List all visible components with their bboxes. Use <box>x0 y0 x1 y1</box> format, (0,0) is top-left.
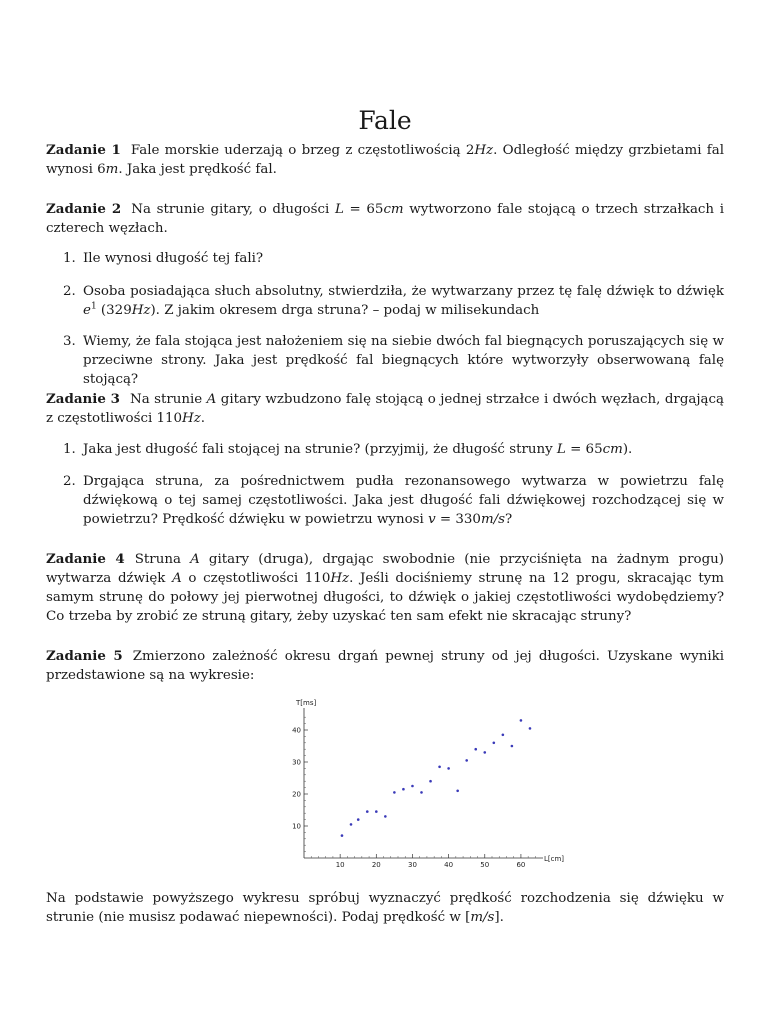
data-point <box>350 823 353 826</box>
y-tick-label: 20 <box>292 790 301 799</box>
data-point <box>529 727 532 730</box>
data-point <box>384 815 387 818</box>
task-4-math-a: A <box>190 552 200 567</box>
task-1-text-b: . Odległość między grzbietami fal wynosi 6 <box>46 143 725 177</box>
task-4 <box>46 550 724 626</box>
y-tick-label: 40 <box>292 726 301 735</box>
task-2-item-2-sup-a: 1 <box>90 301 97 312</box>
task-5-label: Zadanie 5 <box>46 648 123 664</box>
task-3-item-1-text-b: = 65 <box>565 442 603 457</box>
task-5-followup-text-b: ]. <box>494 910 504 925</box>
chart-x-axis-label: L[cm] <box>544 855 565 863</box>
x-tick-label: 20 <box>371 861 381 869</box>
task-1-unit-b: m <box>105 162 119 177</box>
data-point <box>447 767 450 770</box>
task-2-item-2-math-a: e <box>83 303 91 318</box>
task-2-text-c: wytworzono fale stojącą o trzech strzałkach i czterech węzłach. <box>46 202 725 236</box>
task-3-label: Zadanie 3 <box>46 391 120 407</box>
task-1-text-a: Fale morskie uderzają o brzeg z częstotliwością 2 <box>130 143 475 158</box>
y-tick-label: 30 <box>292 758 301 767</box>
x-tick-label: 10 <box>335 861 345 869</box>
task-3-item-1-math-a: L <box>556 442 566 457</box>
data-point <box>483 751 486 754</box>
task-4-text-d: . Jeśli dociśniemy strunę na 12 progu, skracając tym samym strunę do połowy jej pierwotnej długości, to dźwięk o jakiej częstotliwości wydobędziemy? Co trzeba by zrobić ze struną gitary, żeby uzyskać ten sam efekt nie skracając struny? <box>46 571 725 624</box>
task-3-item-2-unit-b: m/s <box>480 512 506 527</box>
task-2-label: Zadanie 2 <box>46 201 122 217</box>
task-1 <box>46 141 724 179</box>
x-tick-label: 60 <box>516 861 526 869</box>
task-2-text-a: Na strunie gitary, o długości <box>131 202 335 217</box>
chart-y-axis-label: T[ms] <box>296 699 317 707</box>
task-1-label: Zadanie 1 <box>46 142 121 158</box>
data-point <box>357 818 360 821</box>
task-2-math-a: L <box>334 202 344 217</box>
task-3-item-2-num: 2. <box>63 474 76 489</box>
task-2-item-2-num: 2. <box>63 284 76 299</box>
task-3-item-1-unit-b: cm <box>602 442 623 457</box>
task-2-item-3-num: 3. <box>63 334 76 349</box>
task-2-item-2-text-a: Osoba posiadająca słuch absolutny, stwierdziła, że wytwarzany przez tę falę dźwięk to dźwięk <box>83 284 724 299</box>
task-5 <box>46 647 724 685</box>
x-tick-label: 50 <box>480 861 490 869</box>
data-point <box>511 745 514 748</box>
task-4-text-c: o częstotliwości 110 <box>181 571 331 586</box>
page-title: Fale <box>358 105 412 135</box>
task-4-text-a: Struna <box>134 552 191 567</box>
task-4-math-b: A <box>172 571 182 586</box>
x-tick-label: 30 <box>408 861 417 869</box>
task-3-item-1 <box>63 440 724 459</box>
chart-axes <box>304 708 543 858</box>
task-2-item-2 <box>63 282 724 320</box>
task-3-unit-b: Hz <box>182 411 201 426</box>
data-point <box>420 791 423 794</box>
task-3-text-b: gitary wzbudzono falę stojącą o jednej strzałce i dwóch węzłach, drgającą z częstotliwości 110 <box>46 392 725 426</box>
task-3-item-2-math-a: v <box>428 512 436 527</box>
task-5-text-a: Zmierzono zależność okresu drgań pewnej struny od jej długości. Uzyskane wyniki przedstawione są na wykresie: <box>46 649 725 683</box>
task-2-item-2-text-c: ). Z jakim okresem drga struna? – podaj w milisekundach <box>150 303 540 318</box>
task-2-item-2-text-b: (329 <box>96 303 132 318</box>
task-4-unit-c: Hz <box>330 571 350 586</box>
task-2-item-3 <box>63 332 724 389</box>
task-3-math-a: A <box>206 392 217 407</box>
task-2-item-3-text: Wiemy, że fala stojąca jest nałożeniem się na siebie dwóch fal biegnących poruszających się w przeciwne strony. Jaka jest prędkość fal biegnących które wytworzyły obserwowaną falę stojącą? <box>83 334 724 387</box>
task-3-item-2 <box>63 472 724 529</box>
data-point <box>502 734 505 737</box>
task-2-item-2-unit-b: Hz <box>131 303 151 318</box>
task-4-label: Zadanie 4 <box>46 551 125 567</box>
task-3-text-a: Na strunie <box>129 392 207 407</box>
data-point <box>438 766 441 769</box>
task-2-item-1-text: Ile wynosi długość tej fali? <box>83 251 264 266</box>
y-tick-label: 10 <box>292 822 301 831</box>
task-5-followup <box>46 889 724 927</box>
task-2-item-1 <box>63 249 724 268</box>
data-point <box>456 790 459 793</box>
data-point <box>474 748 477 751</box>
task-3-item-1-text-a: Jaka jest długość fali stojącej na strunie? (przyjmij, że długość struny <box>83 442 557 457</box>
data-point <box>341 834 344 837</box>
task-2 <box>46 200 724 238</box>
task-1-unit-a: Hz <box>474 143 494 158</box>
task-2-item-1-num: 1. <box>63 251 76 266</box>
data-point <box>465 759 468 762</box>
task-3-item-2-text-a: Drgająca struna, za pośrednictwem pudła rezonansowego wytwarza w powietrzu falę dźwiękową o tej samej częstotliwości. Jaka jest długość fali dźwiękowej rozchodzącej się w powietrzu? Prędkość dźwięku w powietrzu wynosi <box>83 474 724 527</box>
chart-ticks <box>292 717 535 869</box>
scatter-chart <box>242 694 565 874</box>
task-2-unit-b: cm <box>383 202 404 217</box>
data-point <box>402 788 405 791</box>
task-3-item-2-text-c: ? <box>505 512 513 527</box>
data-point <box>366 810 369 813</box>
task-3 <box>46 390 724 428</box>
data-point <box>520 719 523 722</box>
task-5-followup-text-a: Na podstawie powyższego wykresu spróbuj wyznaczyć prędkość rozchodzenia się dźwięku w strunie (nie musisz podawać niepewności). Podaj prędkość w [ <box>46 891 724 925</box>
data-point <box>393 791 396 794</box>
task-3-item-1-num: 1. <box>63 442 76 457</box>
task-3-item-1-text-c: ). <box>622 442 633 457</box>
task-2-text-b: = 65 <box>343 202 384 217</box>
x-tick-label: 40 <box>444 861 454 869</box>
chart-points <box>341 719 532 837</box>
task-3-item-2-text-b: = 330 <box>435 512 481 527</box>
task-1-text-c: . Jaka jest prędkość fal. <box>118 162 277 177</box>
data-point <box>493 742 496 745</box>
data-point <box>429 780 432 783</box>
task-5-followup-unit-a: m/s <box>470 910 495 925</box>
task-4-text-b: gitary (druga), drgając swobodnie (nie przyciśnięta na żadnym progu) wytwarza dźwięk <box>46 552 724 586</box>
data-point <box>411 785 414 788</box>
data-point <box>375 810 378 813</box>
task-3-text-c: . <box>200 411 206 426</box>
